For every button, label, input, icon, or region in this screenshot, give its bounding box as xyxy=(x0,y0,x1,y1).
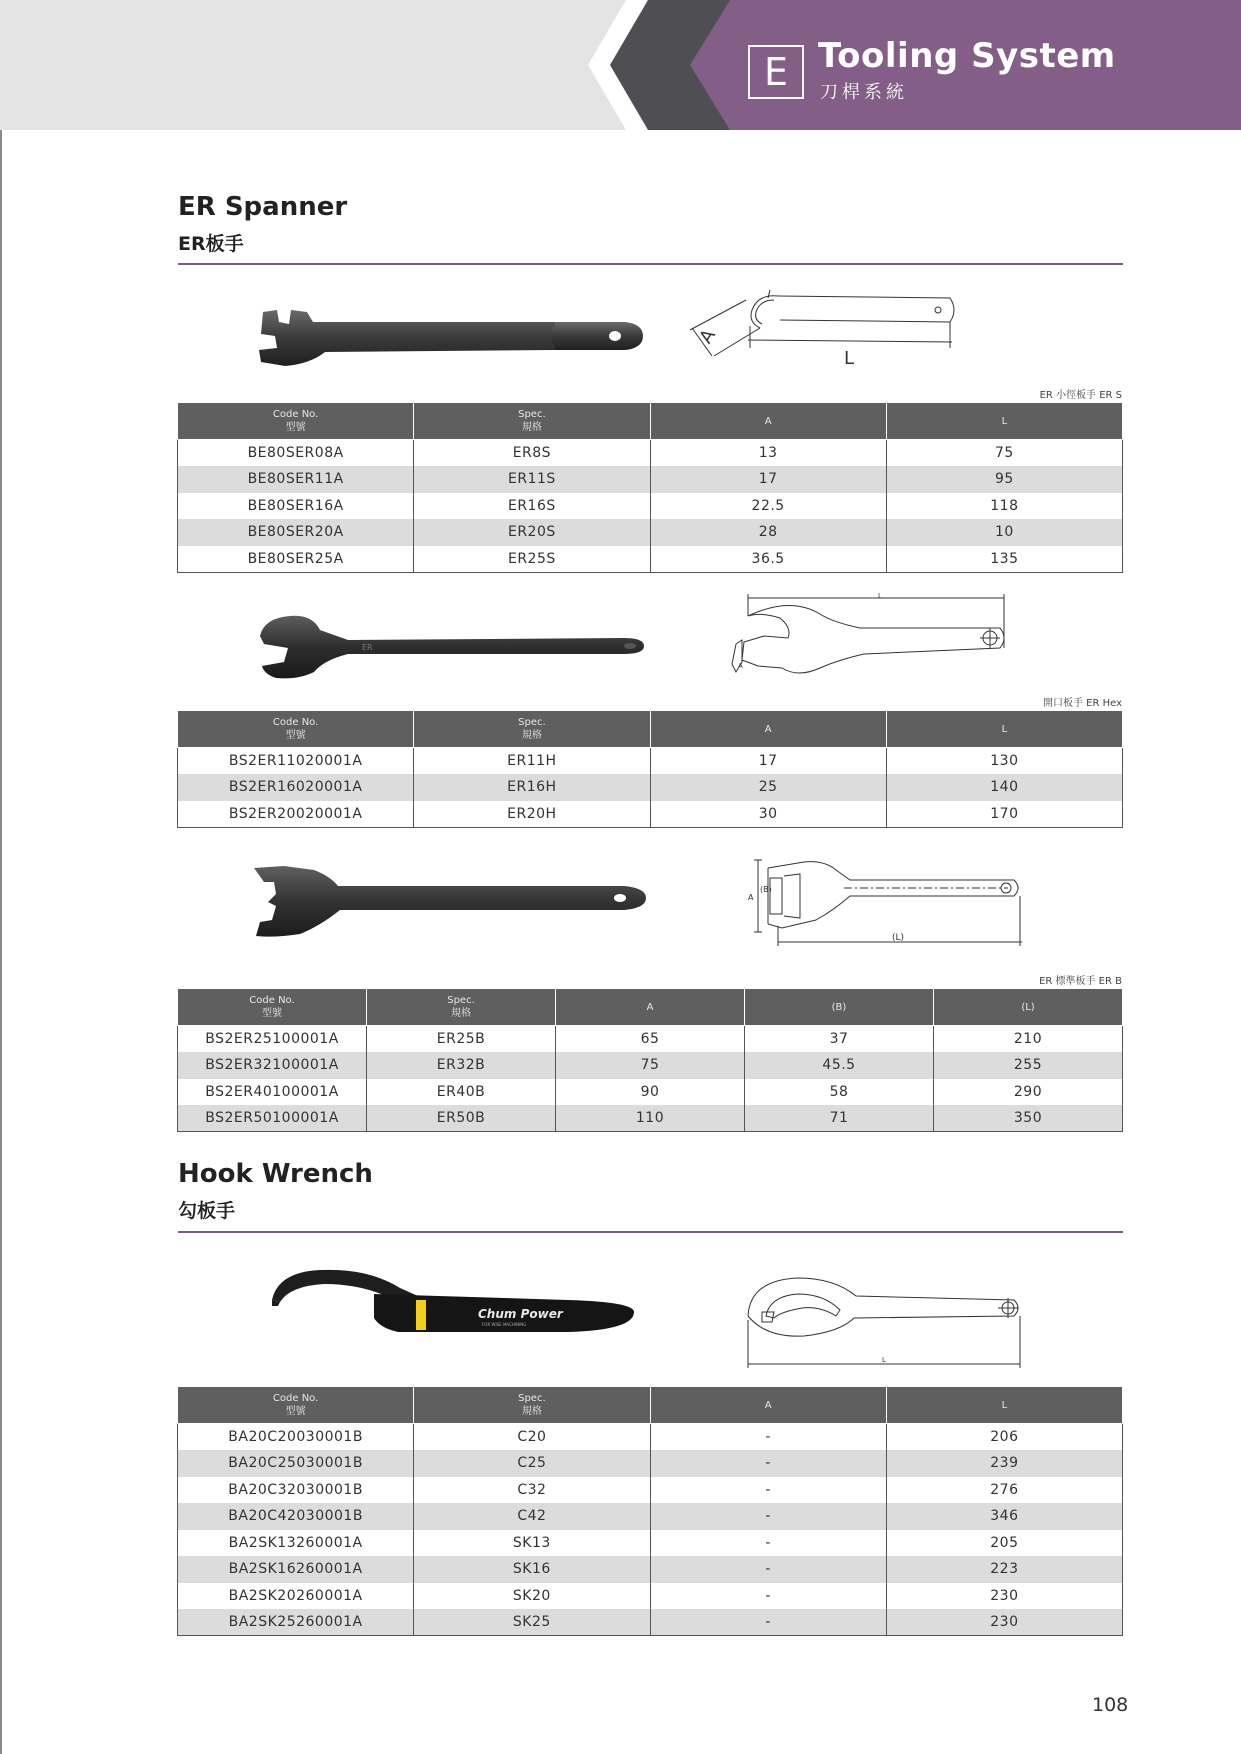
section-title-er-spanner: ER Spanner xyxy=(178,192,348,222)
column-header: Code No. 型號 xyxy=(178,1387,414,1424)
table-row: BA20C20030001B C20 - 206 xyxy=(178,1424,1123,1451)
column-header: Spec. 規格 xyxy=(367,989,556,1026)
table-row: BE80SER08A ER8S 13 75 xyxy=(178,440,1123,467)
table-row: BS2ER50100001A ER50B 110 71 350 xyxy=(178,1105,1123,1132)
table-row: BS2ER11020001A ER11H 17 130 xyxy=(178,748,1123,775)
dim-label-a: A xyxy=(695,325,720,348)
hook-wrench-drawing xyxy=(744,1272,1024,1370)
section-rule xyxy=(178,263,1123,265)
table-row: BE80SER25A ER25S 36.5 135 xyxy=(178,546,1123,573)
column-header: L xyxy=(886,711,1122,748)
table-row: BE80SER16A ER16S 22.5 118 xyxy=(178,493,1123,520)
table-row: BA2SK20260001A SK20 - 230 xyxy=(178,1583,1123,1610)
section-subtitle-er-spanner: ER板手 xyxy=(178,233,244,255)
table-row: BA20C42030001B C42 - 346 xyxy=(178,1503,1123,1530)
header-subtitle: 刀桿系統 xyxy=(820,82,908,103)
page-left-rule xyxy=(0,0,2,1754)
spec-table-er-hex xyxy=(177,710,1123,828)
spec-table-hook-wrench xyxy=(177,1386,1123,1636)
column-header: Code No. 型號 xyxy=(178,989,367,1026)
svg-text:ER: ER xyxy=(362,643,373,652)
table-row: BE80SER11A ER11S 17 95 xyxy=(178,466,1123,493)
table-row: BS2ER32100001A ER32B 75 45.5 255 xyxy=(178,1052,1123,1079)
section-rule xyxy=(178,1231,1123,1233)
er-hex-spanner-drawing xyxy=(728,592,1008,700)
dim-label-a: A xyxy=(738,662,743,670)
spec-table-er-s xyxy=(177,402,1123,573)
dim-label-l: L xyxy=(878,592,882,600)
section-letter-badge: E xyxy=(748,45,804,99)
section-subtitle-hook-wrench: 勾板手 xyxy=(178,1200,236,1222)
column-header: A xyxy=(556,989,745,1026)
table-caption-er-b: ER 標準板手 ER B xyxy=(1039,976,1122,987)
column-header: L xyxy=(886,1387,1122,1424)
column-header: (B) xyxy=(745,989,934,1026)
column-header: Code No. 型號 xyxy=(178,711,414,748)
er-hex-spanner-photo xyxy=(258,612,648,682)
table-row: BE80SER20A ER20S 28 10 xyxy=(178,519,1123,546)
column-header: Spec. 規格 xyxy=(414,711,650,748)
column-header: (L) xyxy=(934,989,1123,1026)
table-caption-er-hex: 開口板手 ER Hex xyxy=(1042,698,1122,709)
hook-wrench-photo xyxy=(268,1266,638,1342)
section-title-hook-wrench: Hook Wrench xyxy=(178,1159,373,1189)
header-title: Tooling System xyxy=(818,36,1116,76)
dim-label-a: A xyxy=(748,893,754,902)
spec-table-er-b xyxy=(177,988,1123,1132)
er-b-spanner-photo xyxy=(254,864,650,940)
table-row: BS2ER20020001A ER20H 30 170 xyxy=(178,801,1123,828)
column-header: Code No. 型號 xyxy=(178,403,414,440)
table-row: BA2SK25260001A SK25 - 230 xyxy=(178,1609,1123,1636)
dim-label-l: L xyxy=(882,1356,886,1364)
column-header: Spec. 規格 xyxy=(414,403,650,440)
table-row: BA2SK13260001A SK13 - 205 xyxy=(178,1530,1123,1557)
column-header: A xyxy=(650,403,886,440)
dim-label-l: (L) xyxy=(892,933,905,943)
page-number: 108 xyxy=(1092,1694,1129,1716)
table-row: BS2ER40100001A ER40B 90 58 290 xyxy=(178,1079,1123,1106)
er-s-spanner-photo xyxy=(255,300,647,372)
column-header: L xyxy=(886,403,1122,440)
table-row: BA2SK16260001A SK16 - 223 xyxy=(178,1556,1123,1583)
er-s-spanner-drawing xyxy=(688,286,956,376)
table-row: BA20C25030001B C25 - 239 xyxy=(178,1450,1123,1477)
brand-logo-text: Chum Power xyxy=(478,1307,563,1321)
table-row: BS2ER25100001A ER25B 65 37 210 xyxy=(178,1026,1123,1053)
column-header: A xyxy=(650,711,886,748)
table-caption-er-s: ER 小徑板手 ER S xyxy=(1039,390,1122,401)
svg-text:FOR WISE MACHINING: FOR WISE MACHINING xyxy=(482,1322,527,1327)
dim-label-b: (B) xyxy=(760,885,772,894)
table-row: BS2ER16020001A ER16H 25 140 xyxy=(178,774,1123,801)
dim-label-l: L xyxy=(844,348,855,369)
column-header: Spec. 規格 xyxy=(414,1387,650,1424)
table-row: BA20C32030001B C32 - 276 xyxy=(178,1477,1123,1504)
column-header: A xyxy=(650,1387,886,1424)
er-b-spanner-drawing xyxy=(744,856,1024,946)
